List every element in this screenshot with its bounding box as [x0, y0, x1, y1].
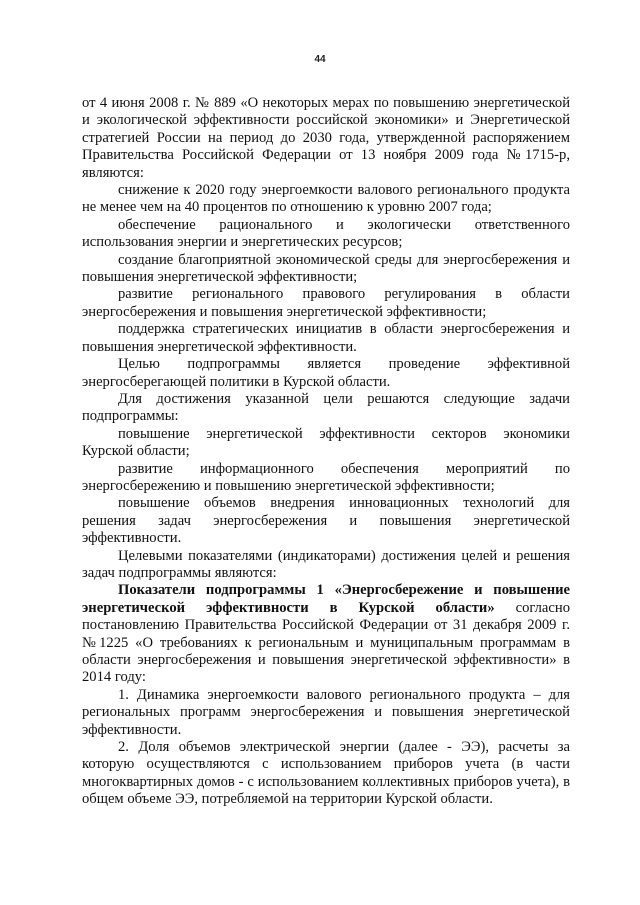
paragraph: снижение к 2020 году энергоемкости валового регионального продукта не менее чем на 40 процентов по отношению к уровню 2007 года; [82, 182, 570, 216]
paragraph: обеспечение рационального и экологически ответственного использования энергии и энергетических ресурсов; [82, 216, 570, 251]
document-body [82, 95, 570, 809]
paragraph: Целевыми показателями (индикаторами) достижения целей и решения задач подпрограммы являются: [82, 547, 570, 581]
paragraph: развитие информационного обеспечения мероприятий по энергосбережению и повышению энергетической эффективности; [82, 460, 570, 494]
paragraph: развитие регионального правового регулирования в области энергосбережения и повышения энергетической эффективности; [82, 286, 570, 320]
paragraph: создание благоприятной экономической среды для энергосбережения и повышения энергетической эффективности; [82, 251, 570, 286]
paragraph [82, 582, 570, 686]
paragraph: 2. Доля объемов электрической энергии (далее - ЭЭ), расчеты за которую осуществляются с использованием приборов учета (в части многоквартирных домов - с использованием коллективных приборов учета), в общем объеме ЭЭ, потребляемой на территории Курской области. [82, 739, 570, 808]
bold-heading: Показатели подпрограммы 1 «Энергосбережение и повышение энергетической эффективности в Курской области» [82, 582, 570, 616]
paragraph: Целью подпрограммы является проведение эффективной энергосберегающей политики в Курской области. [82, 356, 570, 390]
paragraph: повышение энергетической эффективности секторов экономики Курской области; [82, 425, 570, 460]
paragraph: 1. Динамика энергоемкости валового регионального продукта – для региональных программ энергосбережения и повышения энергетической эффективности. [82, 686, 570, 738]
paragraph: поддержка стратегических инициатив в области энергосбережения и повышения энергетической эффективности. [82, 321, 570, 355]
page-number: 44 [314, 54, 326, 65]
paragraph: повышение объемов внедрения инновационных технологий для решения задач энергосбережения и повышения энергетической эффективности. [82, 495, 570, 547]
paragraph: от 4 июня 2008 г. № 889 «О некоторых мерах по повышению энергетической и экологической эффективности российской экономики» и Энергетической стратегией России на период до 2030 года, утвержденной распоряжением Правительства Российской Федерации от 13 ноября 2009 года №1715-р, являются: [82, 95, 570, 181]
paragraph: Для достижения указанной цели решаются следующие задачи подпрограммы: [82, 390, 570, 425]
paragraph-text: согласно постановлению Правительства Российской Федерации от 31 декабря 2009 г. №1225 «О требованиях к региональным и муниципальным программам в области энергосбережения и повышения энергетической эффективности» в 2014 году: [82, 599, 570, 686]
